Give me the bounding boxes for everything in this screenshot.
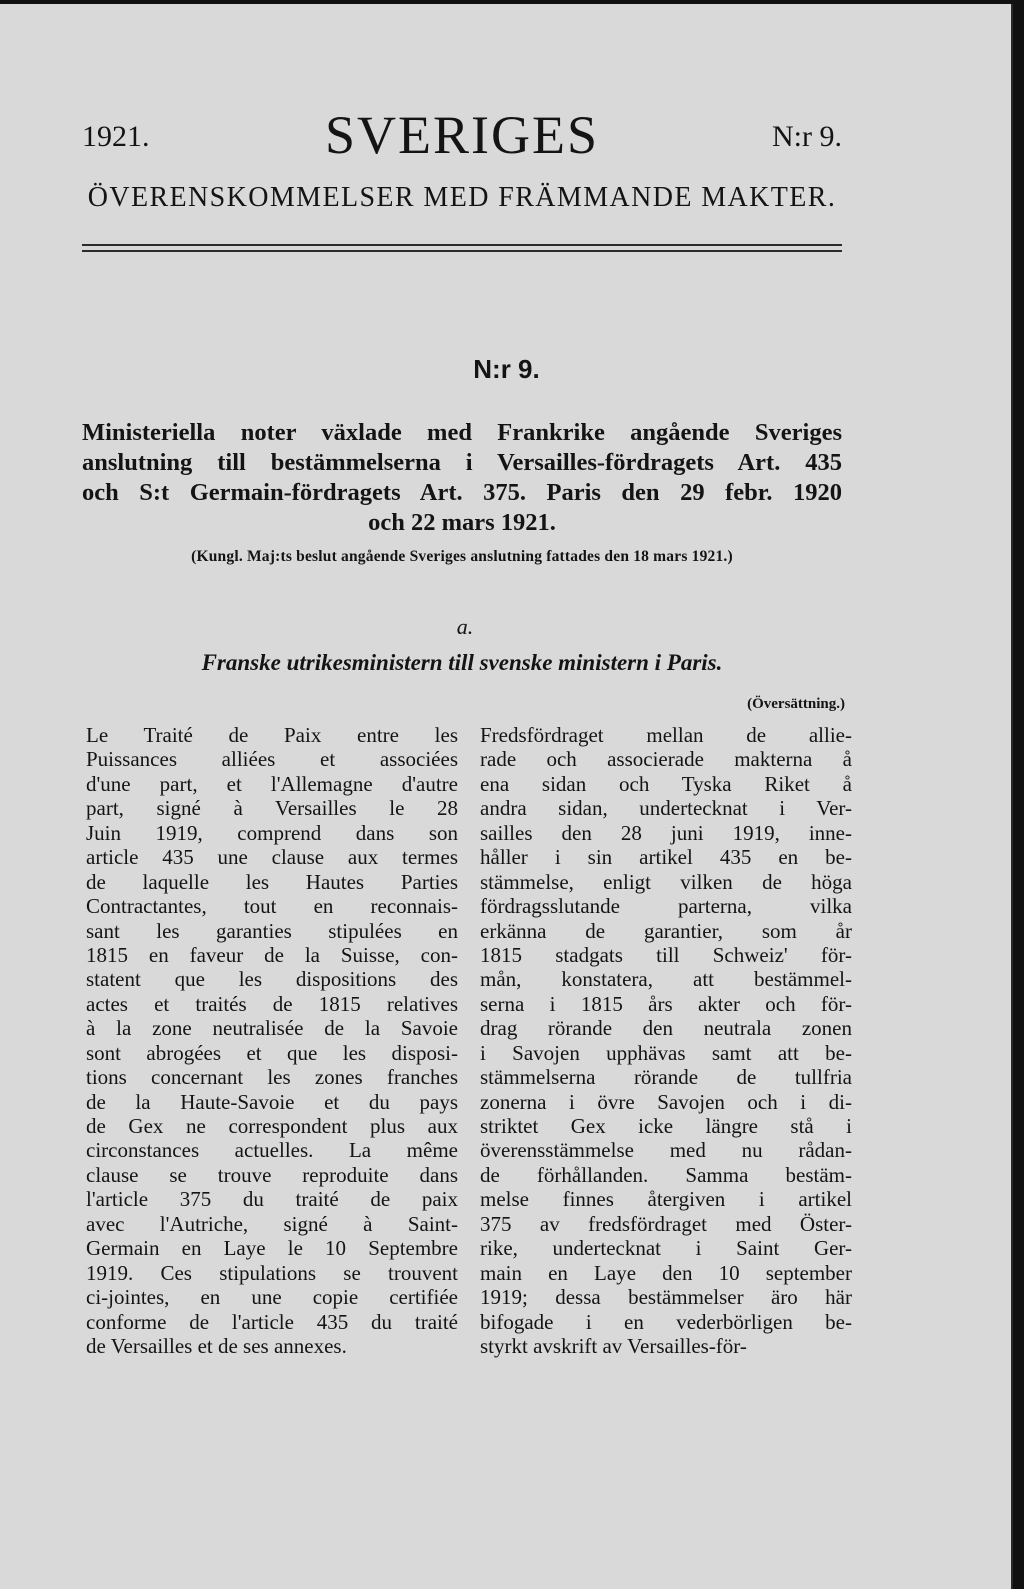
text-line: Juin 1919, comprend dans son [86,820,458,845]
text-line: sant les garanties stipulées en [86,918,458,943]
text-line: stämmelse, enligt vilken de höga [480,869,852,894]
text-line: 1815 en faveur de la Suisse, con- [86,942,458,967]
text-line: styrkt avskrift av Versailles-för- [480,1333,747,1358]
text-line: 375 av fredsfördraget med Öster- [480,1211,852,1236]
text-line: avec l'Autriche, signé à Saint- [86,1211,458,1236]
text-line: statent que les dispositions des [86,967,458,992]
text-line: conforme de l'article 435 du traité [86,1309,458,1334]
section-letter: a. [456,614,474,639]
title-line: och 22 mars 1921. [368,509,556,536]
text-line: Puissances alliées et associées [86,747,458,772]
text-line: rike, undertecknat i Saint Ger- [480,1236,852,1261]
text-line: sailles den 28 juni 1919, inne- [480,820,852,845]
text-line: ci-jointes, en une copie certifiée [86,1285,458,1310]
text-line: stämmelserna rörande de tullfria [480,1065,852,1090]
text-line: de förhållanden. Samma bestäm- [480,1162,852,1187]
text-line: Le Traité de Paix entre les [86,723,458,747]
title-line: Ministeriella noter växlade med Frankrike angående Sveriges [82,419,842,446]
text-line: melse finnes återgiven i artikel [480,1187,852,1212]
document-number: N:r 9. [473,354,540,384]
text-line: zonerna i övre Savojen och i di- [480,1089,852,1114]
header-country: SVERIGES [324,105,600,165]
header-rule-top [82,244,842,246]
text-line: andra sidan, undertecknat i Ver- [480,796,852,821]
text-line: håller i sin artikel 435 en be- [480,845,852,870]
text-line: överensstämmelse med nu rådan- [480,1138,852,1163]
section-heading: Franske utrikesministern till svenske ministern i Paris. [201,650,723,675]
text-line: fördragsslutande parterna, vilka [480,894,852,919]
text-line: Fredsfördraget mellan de allie- [480,723,852,747]
text-line: main en Laye den 10 september [480,1260,852,1285]
text-line: ena sidan och Tyska Riket å [480,771,852,796]
text-line: rade och associerade makterna å [480,747,852,772]
swedish-text-column [480,723,852,1358]
text-line: de la Haute-Savoie et du pays [86,1089,458,1114]
french-text-column [86,723,458,1358]
text-line: Contractantes, tout en reconnais- [86,894,458,919]
running-header [82,104,842,168]
header-issue-number: N:r 9. [772,120,842,153]
document-title [82,418,842,538]
text-line: bifogade i en vederbörligen be- [480,1309,852,1334]
text-line: striktet Gex icke längre stå i [480,1114,852,1138]
text-line: erkänna de garantier, som år [480,918,852,943]
text-line: article 435 une clause aux termes [86,845,458,870]
text-line: serna i 1815 års akter och för- [480,991,852,1016]
text-line: de Versailles et de ses annexes. [86,1333,347,1358]
header-rule-bottom [82,250,842,252]
text-line: drag rörande den neutrala zonen [480,1016,852,1041]
translation-label: (Översättning.) [747,696,845,712]
series-title: ÖVERENSKOMMELSER MED FRÄMMANDE MAKTER. [87,182,837,213]
text-line: i Savojen upphävas samt att be- [480,1040,852,1065]
decision-note: (Kungl. Maj:ts beslut angående Sveriges anslutning fattades den 18 mars 1921.) [191,548,733,565]
text-line: 1919. Ces stipulations se trouvent [86,1260,458,1285]
title-line: anslutning till bestämmelserna i Versailles-fördragets Art. 435 [82,449,842,476]
header-year: 1921. [82,120,150,153]
text-line: clause se trouve reproduite dans [86,1162,458,1187]
text-line: 1815 stadgats till Schweiz' för- [480,942,852,967]
text-line: l'article 375 du traité de paix [86,1187,458,1212]
text-line: mån, konstatera, att bestämmel- [480,967,852,992]
text-line: d'une part, et l'Allemagne d'autre [86,771,458,796]
text-line: Germain en Laye le 10 Septembre [86,1236,458,1261]
text-line: tions concernant les zones franches [86,1065,458,1090]
text-line: sont abrogées et que les disposi- [86,1040,458,1065]
text-line: à la zone neutralisée de la Savoie [86,1016,458,1041]
text-line: de laquelle les Hautes Parties [86,869,458,894]
text-line: 1919; dessa bestämmelser äro här [480,1285,852,1310]
text-line: de Gex ne correspondent plus aux [86,1114,458,1138]
text-line: actes et traités de 1815 relatives [86,991,458,1016]
text-line: circonstances actuelles. La même [86,1138,458,1163]
text-line: part, signé à Versailles le 28 [86,796,458,821]
title-line: och S:t Germain-fördragets Art. 375. Paris den 29 febr. 1920 [82,479,842,506]
